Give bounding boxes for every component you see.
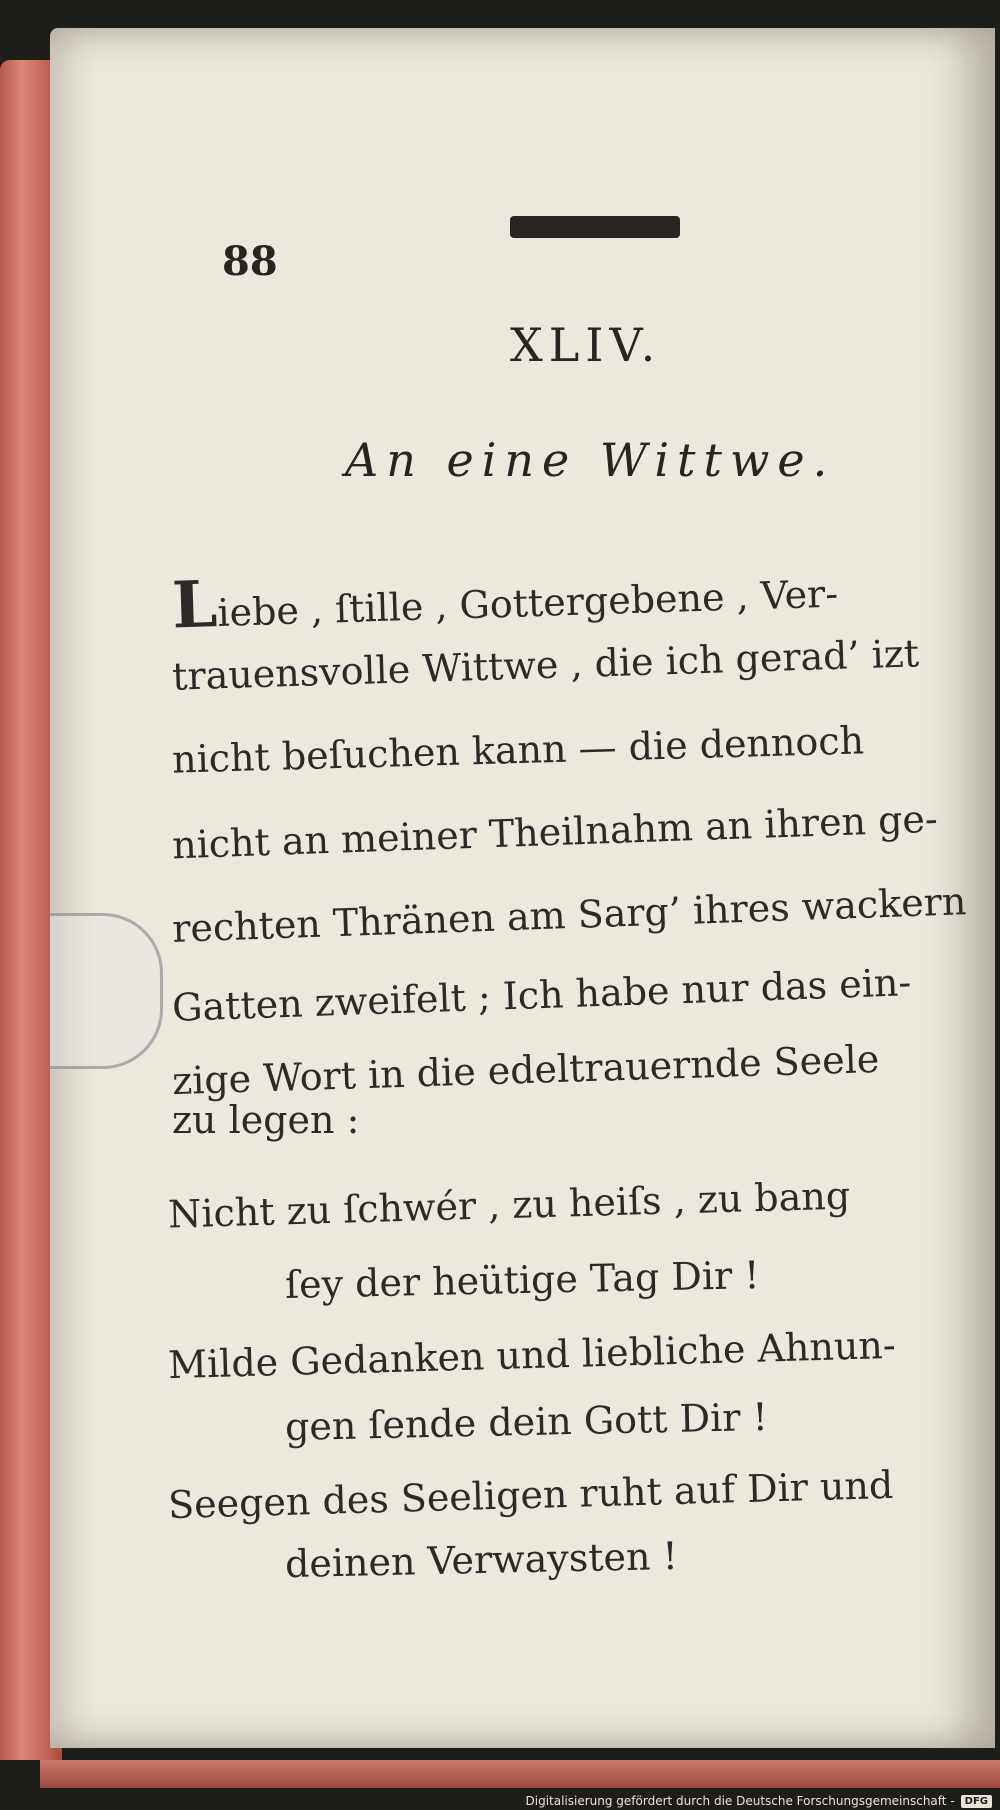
book-page (50, 28, 995, 1748)
paragraph-line: rechten Thränen am Sarg’ ihres wackern (171, 879, 967, 951)
verse-line: ſey der heütige Tag Dir ! (284, 1253, 760, 1307)
paragraph-line: zige Wort in die edeltrauernde Seele (171, 1036, 880, 1104)
poem-title: An eine Wittwe. (345, 433, 836, 487)
verse-line: Milde Gedanken und liebliche Ahnun- (167, 1322, 897, 1388)
drop-cap: L (170, 567, 219, 644)
page-number: 88 (222, 238, 278, 285)
verse-line: gen ſende dein Gott Dir ! (284, 1394, 769, 1450)
paragraph-line: nicht beſuchen kann — die dennoch (171, 718, 865, 782)
paragraph-line: Gatten zweifelt ; Ich habe nur das ein- (171, 960, 912, 1030)
decorative-rule (510, 216, 680, 238)
verse-line: Nicht zu ſchwér , zu heiſs , zu bang (167, 1173, 851, 1237)
book-bottom-edge (40, 1760, 1000, 1788)
paragraph-line: zu legen : (172, 1098, 360, 1142)
verse-line: deinen Verwaysten ! (284, 1533, 679, 1587)
paragraph-line: Liebe , ſtille , Gottergebene , Ver- (170, 567, 839, 644)
paragraph-line: nicht an meiner Theilnahm an ihren ge- (171, 796, 939, 868)
paragraph-line: trauensvolle Wittwe , die ich gerad’ izt (171, 631, 920, 699)
page-clip (50, 913, 163, 1069)
credit-text: Digitalisierung gefördert durch die Deutsche Forschungsgemeinschaft - (525, 1794, 955, 1808)
digitization-credit (526, 1794, 993, 1808)
chapter-heading: XLIV. (510, 318, 662, 372)
dfg-logo: DFG (961, 1795, 992, 1808)
verse-line: Seegen des Seeligen ruht auf Dir und (167, 1462, 894, 1528)
